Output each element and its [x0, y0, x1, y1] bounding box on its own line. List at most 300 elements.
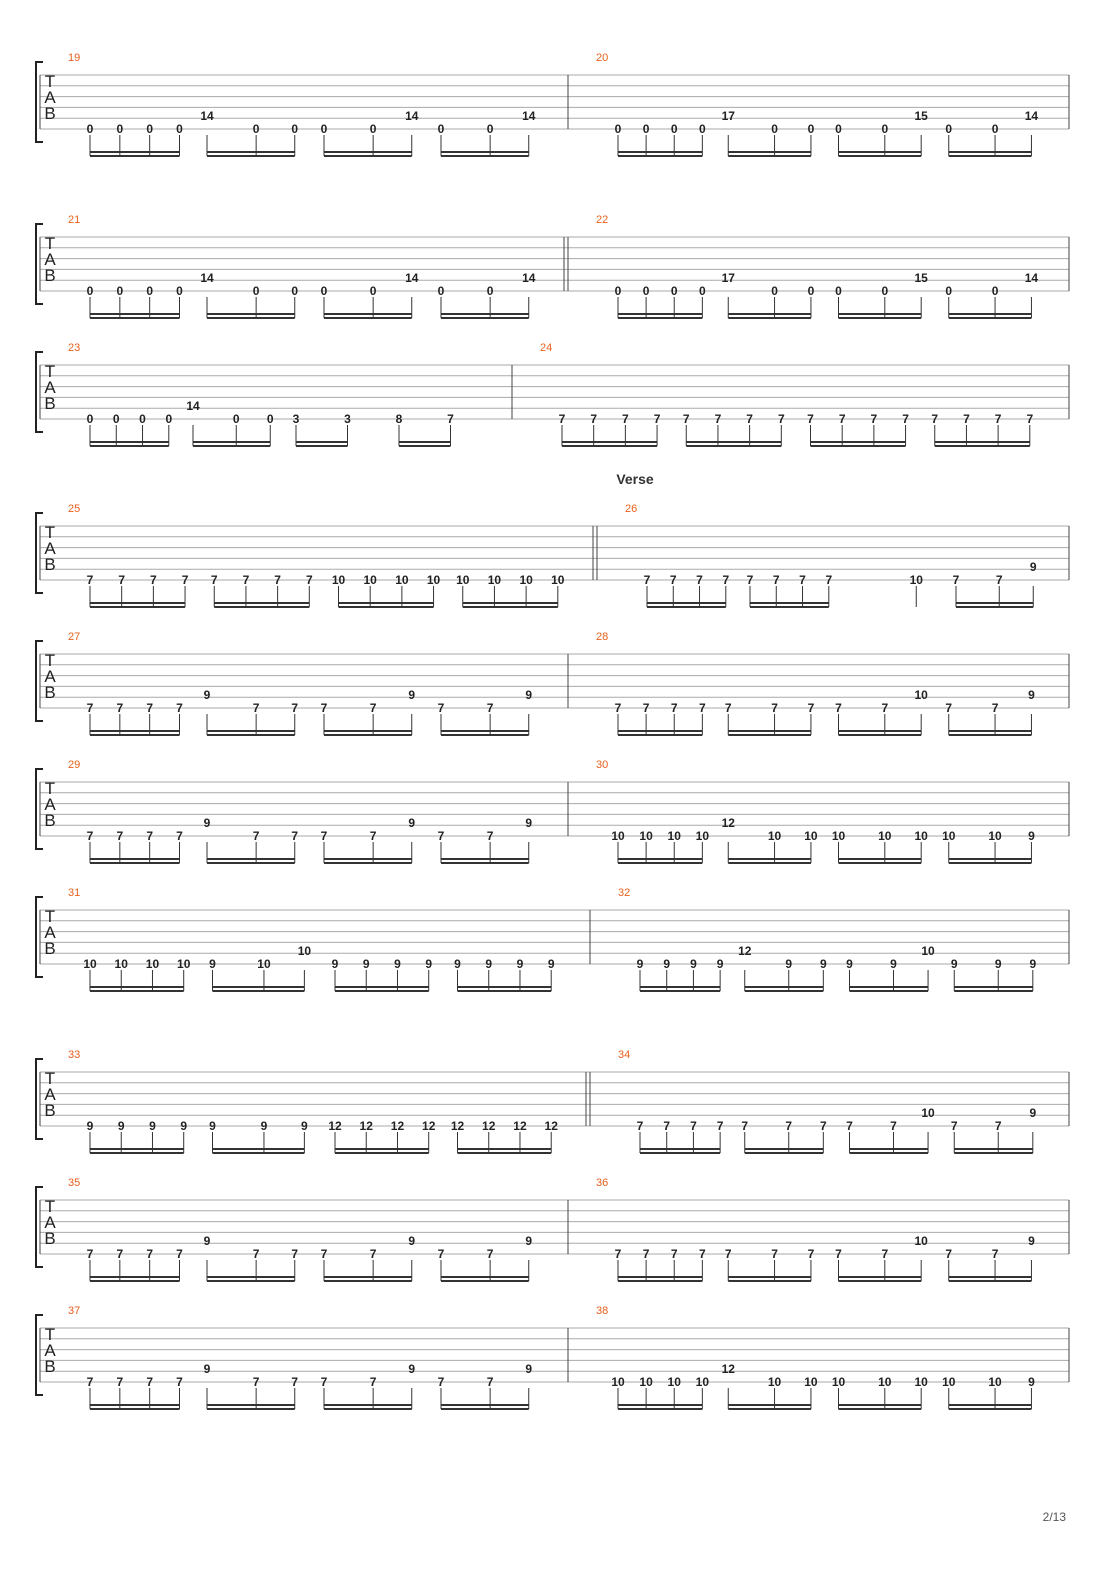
fret-number: 7 — [1026, 412, 1034, 426]
fret-number: 7 — [146, 1247, 154, 1261]
fret-number: 10 — [914, 1234, 928, 1249]
fret-number: 9 — [203, 816, 211, 831]
fret-number: 9 — [117, 1119, 125, 1133]
fret-number: 7 — [86, 573, 94, 587]
fret-number: 9 — [408, 688, 416, 703]
fret-number: 0 — [146, 284, 154, 298]
bar-number: 38 — [596, 1305, 609, 1317]
fret-number: 9 — [547, 957, 555, 971]
fret-number: 7 — [369, 1375, 377, 1389]
fret-number: 12 — [721, 816, 735, 831]
fret-number: 9 — [716, 957, 724, 971]
fret-number: 10 — [804, 829, 818, 843]
fret-number: 7 — [116, 1375, 124, 1389]
fret-number: 15 — [914, 109, 928, 124]
fret-number: 9 — [408, 1362, 416, 1377]
fret-number: 14 — [522, 271, 536, 286]
fret-number: 7 — [746, 412, 753, 426]
fret-number: 10 — [942, 1375, 956, 1389]
tab-letter: T — [44, 651, 56, 670]
fret-number: 12 — [390, 1119, 405, 1133]
fret-number: 7 — [698, 1247, 706, 1261]
tab-letter: A — [44, 1341, 56, 1360]
fret-number: 9 — [525, 816, 533, 831]
fret-number: 10 — [667, 829, 681, 843]
bar-number: 36 — [596, 1177, 609, 1189]
fret-number: 10 — [519, 573, 533, 587]
fret-number: 10 — [331, 573, 346, 587]
fret-number: 0 — [252, 122, 260, 136]
fret-number: 3 — [344, 412, 351, 426]
fret-number: 10 — [114, 957, 128, 971]
fret-number: 0 — [146, 122, 154, 136]
fret-number: 14 — [200, 109, 214, 124]
bar-number: 34 — [618, 1049, 631, 1061]
tab-letter: T — [44, 1197, 56, 1216]
fret-number: 7 — [86, 1375, 94, 1389]
fret-number: 7 — [870, 412, 878, 426]
fret-number: 0 — [252, 284, 260, 298]
tab-letter: T — [44, 1325, 56, 1344]
fret-number: 10 — [297, 944, 312, 959]
bar-number: 29 — [68, 759, 81, 771]
fret-number: 7 — [643, 573, 651, 587]
fret-number: 3 — [292, 412, 300, 426]
fret-number: 14 — [200, 271, 214, 286]
fret-number: 7 — [146, 1375, 154, 1389]
fret-number: 10 — [921, 1106, 935, 1121]
fret-number: 7 — [724, 1247, 732, 1261]
fret-number: 12 — [482, 1119, 496, 1133]
fret-number: 0 — [945, 284, 953, 298]
fret-number: 0 — [835, 284, 842, 298]
fret-number: 10 — [914, 688, 928, 703]
fret-number: 14 — [1024, 109, 1039, 124]
fret-number: 7 — [320, 1247, 328, 1261]
fret-number: 14 — [405, 109, 419, 124]
fret-number: 0 — [86, 122, 94, 136]
fret-number: 7 — [320, 1375, 328, 1389]
fret-number: 10 — [878, 829, 892, 843]
fret-number: 0 — [139, 412, 146, 426]
fret-number: 10 — [767, 829, 782, 843]
fret-number: 10 — [551, 573, 565, 587]
tab-letter: B — [44, 394, 56, 413]
tab-letter: A — [44, 923, 56, 942]
fret-number: 0 — [291, 122, 299, 136]
fret-number: 7 — [305, 573, 313, 587]
fret-number: 7 — [176, 1375, 183, 1389]
bar-number: 21 — [68, 214, 81, 226]
fret-number: 7 — [846, 1119, 853, 1133]
fret-number: 7 — [835, 701, 842, 715]
fret-number: 0 — [835, 122, 842, 136]
fret-number: 10 — [395, 573, 409, 587]
fret-number: 0 — [291, 284, 299, 298]
fret-number: 7 — [176, 1247, 183, 1261]
tab-letter: T — [44, 72, 56, 91]
fret-number: 7 — [698, 701, 706, 715]
fret-number: 7 — [772, 573, 780, 587]
fret-number: 7 — [252, 701, 260, 715]
fret-number: 7 — [670, 1247, 678, 1261]
tab-letter: T — [44, 907, 56, 926]
fret-number: 17 — [721, 271, 735, 286]
fret-number: 9 — [1029, 560, 1037, 575]
fret-number: 0 — [807, 122, 815, 136]
fret-number: 9 — [819, 957, 827, 971]
fret-number: 17 — [721, 109, 735, 124]
fret-number: 10 — [639, 829, 653, 843]
fret-number: 0 — [437, 284, 445, 298]
fret-number: 7 — [807, 701, 815, 715]
page-number: 2/13 — [1042, 1510, 1066, 1524]
fret-number: 10 — [83, 957, 97, 971]
fret-number: 9 — [1028, 688, 1035, 703]
fret-number: 7 — [252, 829, 260, 843]
fret-number: 7 — [274, 573, 281, 587]
fret-number: 10 — [456, 573, 470, 587]
fret-number: 10 — [767, 1375, 782, 1389]
fret-number: 0 — [614, 122, 622, 136]
tab-letter: A — [44, 378, 56, 397]
fret-number: 7 — [807, 412, 814, 426]
fret-number: 9 — [209, 1119, 216, 1133]
fret-number: 9 — [785, 957, 793, 971]
fret-number: 10 — [667, 1375, 681, 1389]
fret-number: 0 — [642, 122, 650, 136]
fret-number: 9 — [454, 957, 461, 971]
fret-number: 7 — [242, 573, 250, 587]
tab-letter: B — [44, 1357, 56, 1376]
fret-number: 10 — [363, 573, 377, 587]
fret-number: 0 — [881, 122, 889, 136]
fret-number: 7 — [486, 1375, 494, 1389]
fret-number: 7 — [724, 701, 732, 715]
fret-number: 9 — [950, 957, 958, 971]
fret-number: 7 — [369, 829, 377, 843]
fret-number: 7 — [807, 1247, 815, 1261]
tab-letter: T — [44, 362, 56, 381]
fret-number: 7 — [771, 701, 778, 715]
fret-number: 7 — [252, 1247, 260, 1261]
fret-number: 7 — [86, 829, 94, 843]
fret-number: 7 — [486, 1247, 494, 1261]
fret-number: 7 — [825, 573, 833, 587]
fret-number: 7 — [636, 1119, 644, 1133]
fret-number: 0 — [320, 284, 328, 298]
bar-number: 28 — [596, 631, 609, 643]
fret-number: 7 — [86, 1247, 94, 1261]
fret-number: 10 — [611, 829, 625, 843]
fret-number: 9 — [149, 1119, 156, 1133]
fret-number: 7 — [881, 701, 889, 715]
fret-number: 7 — [437, 1375, 445, 1389]
fret-number: 7 — [291, 829, 299, 843]
tab-letter: B — [44, 1229, 56, 1248]
section-label: Verse — [616, 471, 654, 487]
fret-number: 7 — [663, 1119, 671, 1133]
fret-number: 0 — [945, 122, 953, 136]
fret-number: 7 — [86, 701, 94, 715]
bar-number: 37 — [68, 1305, 81, 1317]
fret-number: 14 — [1024, 271, 1039, 286]
fret-number: 7 — [838, 412, 846, 426]
fret-number: 7 — [622, 412, 629, 426]
fret-number: 9 — [203, 1234, 211, 1249]
fret-number: 10 — [914, 829, 928, 843]
fret-number: 10 — [831, 1375, 846, 1389]
fret-number: 10 — [804, 1375, 818, 1389]
tab-letter: B — [44, 683, 56, 702]
fret-number: 7 — [714, 412, 722, 426]
fret-number: 12 — [422, 1119, 436, 1133]
bar-number: 35 — [68, 1177, 81, 1189]
tab-letter: A — [44, 1085, 56, 1104]
fret-number: 9 — [203, 1362, 211, 1377]
fret-number: 9 — [890, 957, 897, 971]
fret-number: 0 — [112, 412, 120, 426]
fret-number: 7 — [181, 573, 189, 587]
tab-letter: A — [44, 667, 56, 686]
fret-number: 9 — [1029, 957, 1037, 971]
tab-letter: T — [44, 234, 56, 253]
fret-number: 7 — [210, 573, 218, 587]
fret-number: 9 — [1028, 829, 1035, 843]
fret-number: 7 — [902, 412, 909, 426]
fret-number: 7 — [116, 701, 124, 715]
fret-number: 7 — [320, 701, 328, 715]
fret-number: 7 — [716, 1119, 724, 1133]
fret-number: 0 — [165, 412, 173, 426]
fret-number: 9 — [209, 957, 216, 971]
fret-number: 10 — [831, 829, 846, 843]
fret-number: 12 — [450, 1119, 465, 1133]
tab-letter: A — [44, 795, 56, 814]
fret-number: 7 — [931, 412, 939, 426]
fret-number: 14 — [405, 271, 419, 286]
fret-number: 7 — [819, 1119, 827, 1133]
tab-letter: A — [44, 88, 56, 107]
fret-number: 10 — [426, 573, 441, 587]
fret-number: 9 — [408, 1234, 416, 1249]
fret-number: 14 — [522, 109, 536, 124]
fret-number: 9 — [525, 688, 533, 703]
fret-number: 9 — [1028, 1375, 1035, 1389]
tab-letter: B — [44, 266, 56, 285]
fret-number: 7 — [994, 412, 1002, 426]
fret-number: 7 — [741, 1119, 749, 1133]
fret-number: 12 — [328, 1119, 342, 1133]
fret-number: 7 — [558, 412, 566, 426]
fret-number: 9 — [1028, 1234, 1035, 1249]
fret-number: 7 — [669, 573, 677, 587]
tab-letter: A — [44, 250, 56, 269]
fret-number: 7 — [291, 1247, 299, 1261]
fret-number: 15 — [914, 271, 928, 286]
fret-number: 10 — [921, 944, 935, 959]
fret-number: 9 — [516, 957, 524, 971]
fret-number: 0 — [266, 412, 274, 426]
fret-number: 7 — [437, 1247, 445, 1261]
fret-number: 0 — [320, 122, 328, 136]
tab-letter: B — [44, 1101, 56, 1120]
tab-letter: B — [44, 939, 56, 958]
fret-number: 10 — [914, 1375, 928, 1389]
fret-number: 7 — [945, 701, 953, 715]
fret-number: 7 — [952, 573, 960, 587]
fret-number: 0 — [232, 412, 240, 426]
fret-number: 0 — [698, 122, 706, 136]
fret-number: 7 — [994, 1119, 1002, 1133]
fret-number: 0 — [86, 284, 94, 298]
fret-number: 7 — [176, 829, 183, 843]
fret-number: 9 — [994, 957, 1002, 971]
fret-number: 0 — [176, 284, 183, 298]
fret-number: 8 — [395, 412, 403, 426]
fret-number: 0 — [881, 284, 889, 298]
fret-number: 7 — [963, 412, 970, 426]
fret-number: 9 — [408, 816, 416, 831]
bar-number: 24 — [540, 342, 553, 354]
fret-number: 7 — [291, 1375, 299, 1389]
fret-number: 7 — [950, 1119, 958, 1133]
tab-letter: B — [44, 104, 56, 123]
fret-number: 0 — [369, 122, 377, 136]
bar-number: 30 — [596, 759, 609, 771]
fret-number: 9 — [663, 957, 671, 971]
fret-number: 0 — [486, 284, 494, 298]
bar-number: 33 — [68, 1049, 81, 1061]
fret-number: 0 — [437, 122, 445, 136]
fret-number: 7 — [777, 412, 785, 426]
fret-number: 7 — [746, 573, 754, 587]
fret-number: 0 — [807, 284, 815, 298]
fret-number: 10 — [177, 957, 191, 971]
fret-number: 9 — [86, 1119, 94, 1133]
bar-number: 26 — [625, 503, 638, 515]
fret-number: 10 — [145, 957, 160, 971]
fret-number: 0 — [991, 284, 999, 298]
fret-number: 0 — [771, 122, 778, 136]
fret-number: 12 — [513, 1119, 527, 1133]
fret-number: 10 — [988, 1375, 1002, 1389]
bar-number: 27 — [68, 631, 81, 643]
fret-number: 7 — [369, 701, 377, 715]
fret-number: 7 — [150, 573, 157, 587]
fret-number: 9 — [394, 957, 401, 971]
fret-number: 7 — [252, 1375, 260, 1389]
fret-number: 10 — [909, 573, 923, 587]
fret-number: 7 — [881, 1247, 889, 1261]
fret-number: 7 — [116, 829, 124, 843]
fret-number: 7 — [369, 1247, 377, 1261]
fret-number: 0 — [176, 122, 183, 136]
fret-number: 9 — [636, 957, 644, 971]
fret-number: 10 — [487, 573, 502, 587]
fret-number: 10 — [942, 829, 956, 843]
fret-number: 10 — [695, 1375, 710, 1389]
fret-number: 9 — [1029, 1106, 1037, 1121]
tab-letter: B — [44, 811, 56, 830]
tab-letter: A — [44, 539, 56, 558]
fret-number: 7 — [614, 701, 622, 715]
fret-number: 10 — [611, 1375, 625, 1389]
fret-number: 0 — [614, 284, 622, 298]
fret-number: 7 — [653, 412, 661, 426]
fret-number: 7 — [835, 1247, 842, 1261]
fret-number: 10 — [257, 957, 271, 971]
fret-number: 7 — [447, 412, 454, 426]
fret-number: 7 — [696, 573, 703, 587]
fret-number: 7 — [116, 1247, 124, 1261]
fret-number: 9 — [180, 1119, 188, 1133]
bar-number: 22 — [596, 214, 609, 226]
fret-number: 7 — [690, 1119, 697, 1133]
fret-number: 7 — [118, 573, 126, 587]
fret-number: 7 — [991, 1247, 999, 1261]
fret-number: 0 — [369, 284, 377, 298]
fret-number: 7 — [682, 412, 690, 426]
fret-number: 12 — [738, 944, 752, 959]
fret-number: 10 — [878, 1375, 892, 1389]
fret-number: 7 — [722, 573, 730, 587]
fret-number: 0 — [86, 412, 94, 426]
fret-number: 0 — [116, 284, 124, 298]
fret-number: 9 — [525, 1234, 533, 1249]
fret-number: 9 — [260, 1119, 268, 1133]
fret-number: 7 — [799, 573, 806, 587]
tab-letter: T — [44, 1069, 56, 1088]
fret-number: 9 — [425, 957, 433, 971]
bar-number: 20 — [596, 52, 609, 64]
fret-number: 0 — [771, 284, 778, 298]
bar-number: 23 — [68, 342, 81, 354]
tab-letter: B — [44, 555, 56, 574]
fret-number: 7 — [486, 829, 494, 843]
fret-number: 9 — [846, 957, 853, 971]
fret-number: 0 — [698, 284, 706, 298]
fret-number: 0 — [991, 122, 999, 136]
fret-number: 9 — [203, 688, 211, 703]
fret-number: 9 — [485, 957, 493, 971]
fret-number: 0 — [642, 284, 650, 298]
fret-number: 7 — [945, 1247, 953, 1261]
fret-number: 7 — [486, 701, 494, 715]
fret-number: 7 — [437, 829, 445, 843]
fret-number: 9 — [331, 957, 339, 971]
fret-number: 9 — [525, 1362, 533, 1377]
fret-number: 0 — [486, 122, 494, 136]
fret-number: 7 — [146, 701, 154, 715]
fret-number: 7 — [991, 701, 999, 715]
fret-number: 7 — [176, 701, 183, 715]
fret-number: 10 — [988, 829, 1002, 843]
fret-number: 0 — [670, 284, 678, 298]
fret-number: 7 — [291, 701, 299, 715]
fret-number: 7 — [614, 1247, 622, 1261]
fret-number: 7 — [320, 829, 328, 843]
fret-number: 9 — [301, 1119, 308, 1133]
fret-number: 7 — [785, 1119, 793, 1133]
tab-letter: T — [44, 779, 56, 798]
fret-number: 7 — [590, 412, 598, 426]
bar-number: 19 — [68, 52, 81, 64]
fret-number: 0 — [116, 122, 124, 136]
fret-number: 10 — [639, 1375, 653, 1389]
fret-number: 7 — [890, 1119, 897, 1133]
fret-number: 12 — [359, 1119, 373, 1133]
